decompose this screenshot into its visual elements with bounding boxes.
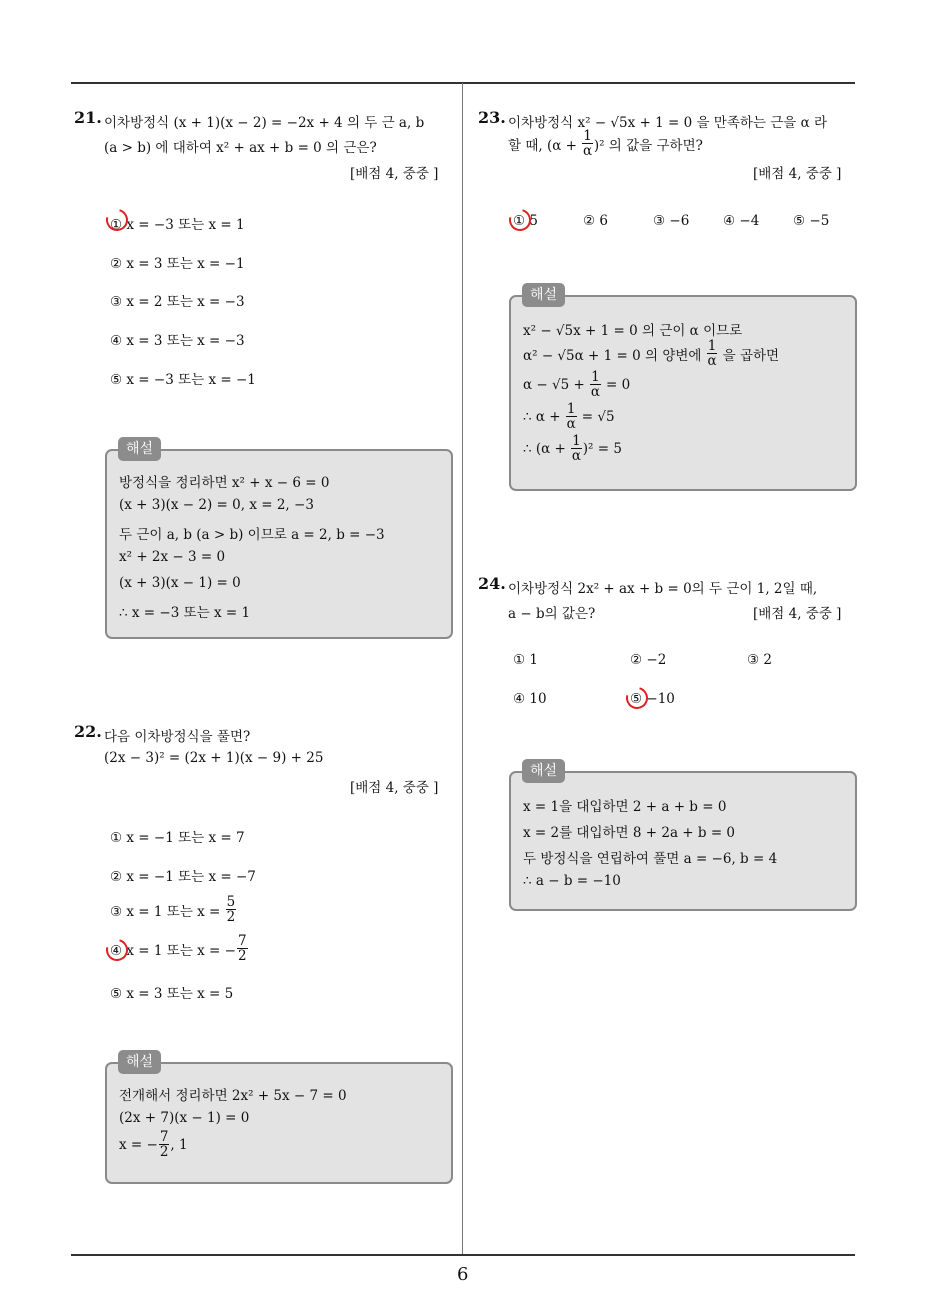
solution-tag: 해설 — [118, 1050, 161, 1074]
fraction: $\frac{1}{\alpha}$ — [566, 401, 576, 433]
solution-box — [509, 295, 857, 491]
solution-box — [105, 1062, 453, 1184]
option-5[interactable]: ⑤ x = −3 또는 x = −1 — [110, 372, 256, 388]
fraction: $\frac{1}{\alpha}$ — [582, 128, 593, 160]
question-text: 다음 이차방정식을 풀면? — [104, 729, 251, 745]
solution-tag: 해설 — [522, 283, 565, 307]
solution-line: 전개해서 정리하면 2x² + 5x − 7 = 0 — [119, 1088, 347, 1104]
question-text: a − b의 값은? — [508, 606, 596, 622]
option-1[interactable]: ① 1 — [513, 652, 538, 668]
solution-box — [509, 771, 857, 911]
solution-line: 방정식을 정리하면 x² + x − 6 = 0 — [119, 475, 330, 491]
solution-line: x² + 2x − 3 = 0 — [119, 549, 226, 565]
solution-box — [105, 449, 453, 639]
question-text: (2x − 3)² = (2x + 1)(x − 9) + 25 — [104, 750, 324, 766]
question-text: (a > b) 에 대하여 x² + ax + b = 0 의 근은? — [104, 140, 377, 156]
solution-line: x = 1을 대입하면 2 + a + b = 0 — [523, 799, 727, 815]
score-label: [배점 4, 중중 ] — [350, 166, 439, 182]
solution-line: 두 근이 a, b (a > b) 이므로 a = 2, b = −3 — [119, 527, 385, 543]
column-divider — [462, 83, 463, 1255]
fraction: $\frac{7}{2}$ — [159, 1129, 169, 1161]
fraction: $\frac{1}{\alpha}$ — [590, 369, 600, 401]
option-1[interactable]: ① x = −3 또는 x = 1 — [110, 217, 245, 233]
solution-line: 두 방정식을 연립하여 풀면 a = −6, b = 4 — [523, 851, 778, 867]
question-number: 23. — [478, 108, 506, 127]
solution-line: x² − √5x + 1 = 0 의 근이 α 이므로 — [523, 323, 743, 339]
fraction: $\frac{7}{2}$ — [237, 933, 247, 965]
option-3[interactable]: ③ x = 2 또는 x = −3 — [110, 294, 245, 310]
option-4[interactable]: ④ −4 — [723, 213, 760, 229]
solution-line: ∴ α + $\frac{1}{\alpha}$ = √5 — [523, 401, 615, 433]
score-label: [배점 4, 중중 ] — [753, 166, 842, 182]
score-label: [배점 4, 중중 ] — [753, 606, 842, 622]
solution-line: ∴ (α + $\frac{1}{\alpha}$ )² = 5 — [523, 433, 622, 465]
question-text: 할 때, (α + $\frac{1}{\alpha}$ )² 의 값을 구하면? — [508, 128, 703, 160]
solution-line: (x + 3)(x − 1) = 0 — [119, 575, 241, 591]
question-text: 이차방정식 (x + 1)(x − 2) = −2x + 4 의 두 근 a, b — [104, 115, 425, 131]
solution-line: α − √5 + $\frac{1}{\alpha}$ = 0 — [523, 369, 631, 401]
option-3[interactable] — [110, 895, 237, 924]
option-4[interactable]: ④ x = 3 또는 x = −3 — [110, 333, 245, 349]
option-2[interactable]: ② x = 3 또는 x = −1 — [110, 256, 245, 272]
solution-tag: 해설 — [522, 759, 565, 783]
question-number: 22. — [74, 722, 102, 741]
option-5[interactable]: ⑤ −5 — [793, 213, 830, 229]
top-rule — [71, 82, 855, 84]
fraction: $\frac{1}{\alpha}$ — [571, 433, 582, 465]
option-4[interactable]: ④ 10 — [513, 691, 547, 707]
option-3[interactable]: ③ −6 — [653, 213, 690, 229]
solution-line: ∴ x = −3 또는 x = 1 — [119, 605, 251, 621]
solution-line: x = − $\frac{7}{2}$ , 1 — [119, 1129, 188, 1161]
option-1[interactable]: ① x = −1 또는 x = 7 — [110, 830, 245, 846]
option-1[interactable]: ① 5 — [513, 213, 538, 229]
solution-line: ∴ a − b = −10 — [523, 873, 621, 889]
question-text: 이차방정식 2x² + ax + b = 0의 두 근이 1, 2일 때, — [508, 581, 818, 597]
option-text: ③ x = 1 또는 x = — [110, 903, 225, 920]
page-number: 6 — [457, 1264, 469, 1285]
solution-line: x = 2를 대입하면 8 + 2a + b = 0 — [523, 825, 736, 841]
question-text: 이차방정식 x² − √5x + 1 = 0 을 만족하는 근을 α 라 — [508, 115, 828, 131]
fraction: $\frac{5}{2}$ — [226, 894, 236, 926]
fraction: $\frac{1}{\alpha}$ — [707, 338, 717, 370]
bottom-rule — [71, 1254, 855, 1256]
solution-line: α² − √5α + 1 = 0 의 양변에 $\frac{1}{\alpha}$ 을 곱하면 — [523, 338, 780, 370]
question-number: 24. — [478, 574, 506, 593]
solution-tag: 해설 — [118, 437, 161, 461]
option-2[interactable]: ② x = −1 또는 x = −7 — [110, 869, 256, 885]
solution-line: (x + 3)(x − 2) = 0, x = 2, −3 — [119, 497, 314, 513]
option-text: ④ x = 1 또는 x = − — [110, 942, 236, 959]
option-2[interactable]: ② 6 — [583, 213, 608, 229]
option-3[interactable]: ③ 2 — [747, 652, 772, 668]
question-number: 21. — [74, 108, 102, 127]
option-2[interactable]: ② −2 — [630, 652, 667, 668]
solution-line: (2x + 7)(x − 1) = 0 — [119, 1110, 250, 1126]
score-label: [배점 4, 중중 ] — [350, 780, 439, 796]
answer-circle-mark — [622, 683, 652, 713]
option-5[interactable]: ⑤ −10 — [630, 691, 675, 707]
option-5[interactable]: ⑤ x = 3 또는 x = 5 — [110, 986, 234, 1002]
answer-circle-mark — [505, 205, 535, 235]
option-4[interactable] — [110, 934, 249, 963]
